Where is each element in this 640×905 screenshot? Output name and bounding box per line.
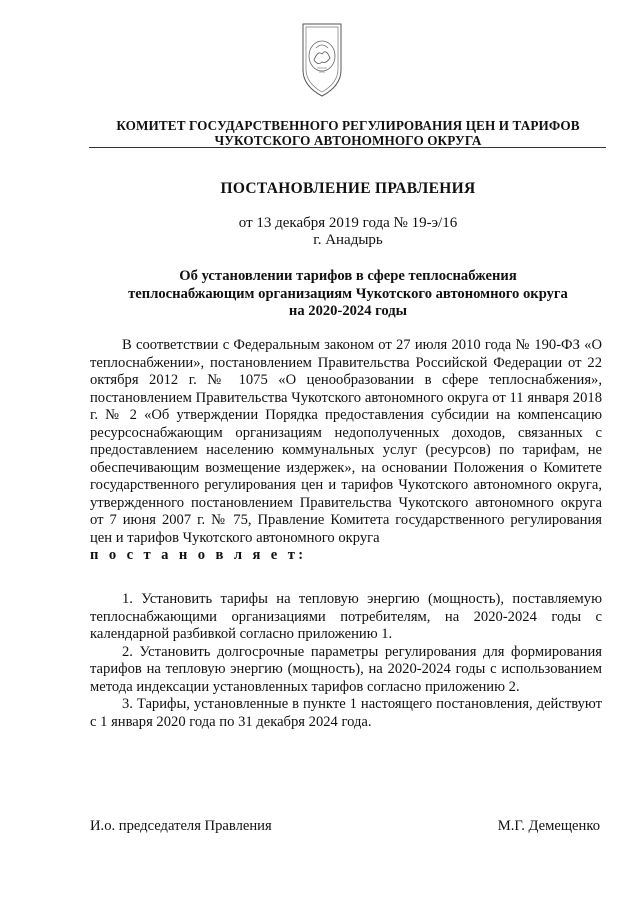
document-subject [88, 268, 608, 321]
resolution-items [90, 591, 602, 731]
committee-name [88, 118, 608, 148]
header-divider [89, 147, 606, 148]
resolves-word: п о с т а н о в л я е т: [90, 547, 307, 563]
signatory-position: И.о. председателя Правления [90, 818, 272, 834]
preamble-paragraph: В соответствии с Федеральным законом от 27 июля 2010 года № 190-ФЗ «О теплоснабжении», постановлением Правительства Российской Федерации от 22 октября 2012 г. № 1075 «О ценообразовании в сфере теплоснабжения», постановлением Правительства Чукотского автономного округа от 11 января 2018 г. № 2 «Об утверждении Порядка предоставления субсидии на компенсацию ресурсоснабжающим организациям недополученных доходов, связанных с предоставлением населению коммунальных услуг (ресурсов) по тарифам, не обеспечивающим возмещение издержек», на основании Положения о Комитете государственного регулирования цен и тарифов Чукотского автономного округа, утвержденного постановлением Правительства Чукотского автономного округа от 7 июня 2007 г. № 75, Правление Комитета государственного регулирования цен и тарифов Чукотского автономного округа [90, 337, 602, 546]
document-date-number: от 13 декабря 2019 года № 19-э/16 [238, 215, 458, 231]
document-city: г. Анадырь [313, 232, 383, 248]
document-body [90, 337, 602, 565]
committee-line-1: КОМИТЕТ ГОСУДАРСТВЕННОГО РЕГУЛИРОВАНИЯ ЦЕН И ТАРИФОВ [116, 118, 580, 133]
resolution-item-2: 2. Установить долгосрочные параметры регулирования для формирования тарифов на тепловую энергию (мощность), на 2020-2024 годы с использованием метода индексации установленных тарифов согласно приложению 2. [90, 643, 602, 695]
committee-line-2: ЧУКОТСКОГО АВТОНОМНОГО ОКРУГА [214, 133, 482, 148]
signatory-name: М.Г. Демещенко [497, 818, 600, 834]
coat-of-arms-icon [297, 20, 347, 100]
resolution-item-1: 1. Установить тарифы на тепловую энергию (мощность), поставляемую теплоснабжающими организациями потребителям, на 2020-2024 годы с календарной разбивкой согласно приложению 1. [90, 591, 602, 642]
resolution-item-3: 3. Тарифы, установленные в пункте 1 настоящего постановления, действуют с 1 января 2020 года по 31 декабря 2024 года. [90, 696, 602, 730]
subject-line-1: Об установлении тарифов в сфере теплоснабжения [179, 268, 517, 284]
subject-line-3: на 2020-2024 годы [288, 303, 408, 319]
document-title: ПОСТАНОВЛЕНИЕ ПРАВЛЕНИЯ [220, 180, 476, 197]
subject-line-2: теплоснабжающим организациям Чукотского автономного округа [128, 285, 568, 302]
